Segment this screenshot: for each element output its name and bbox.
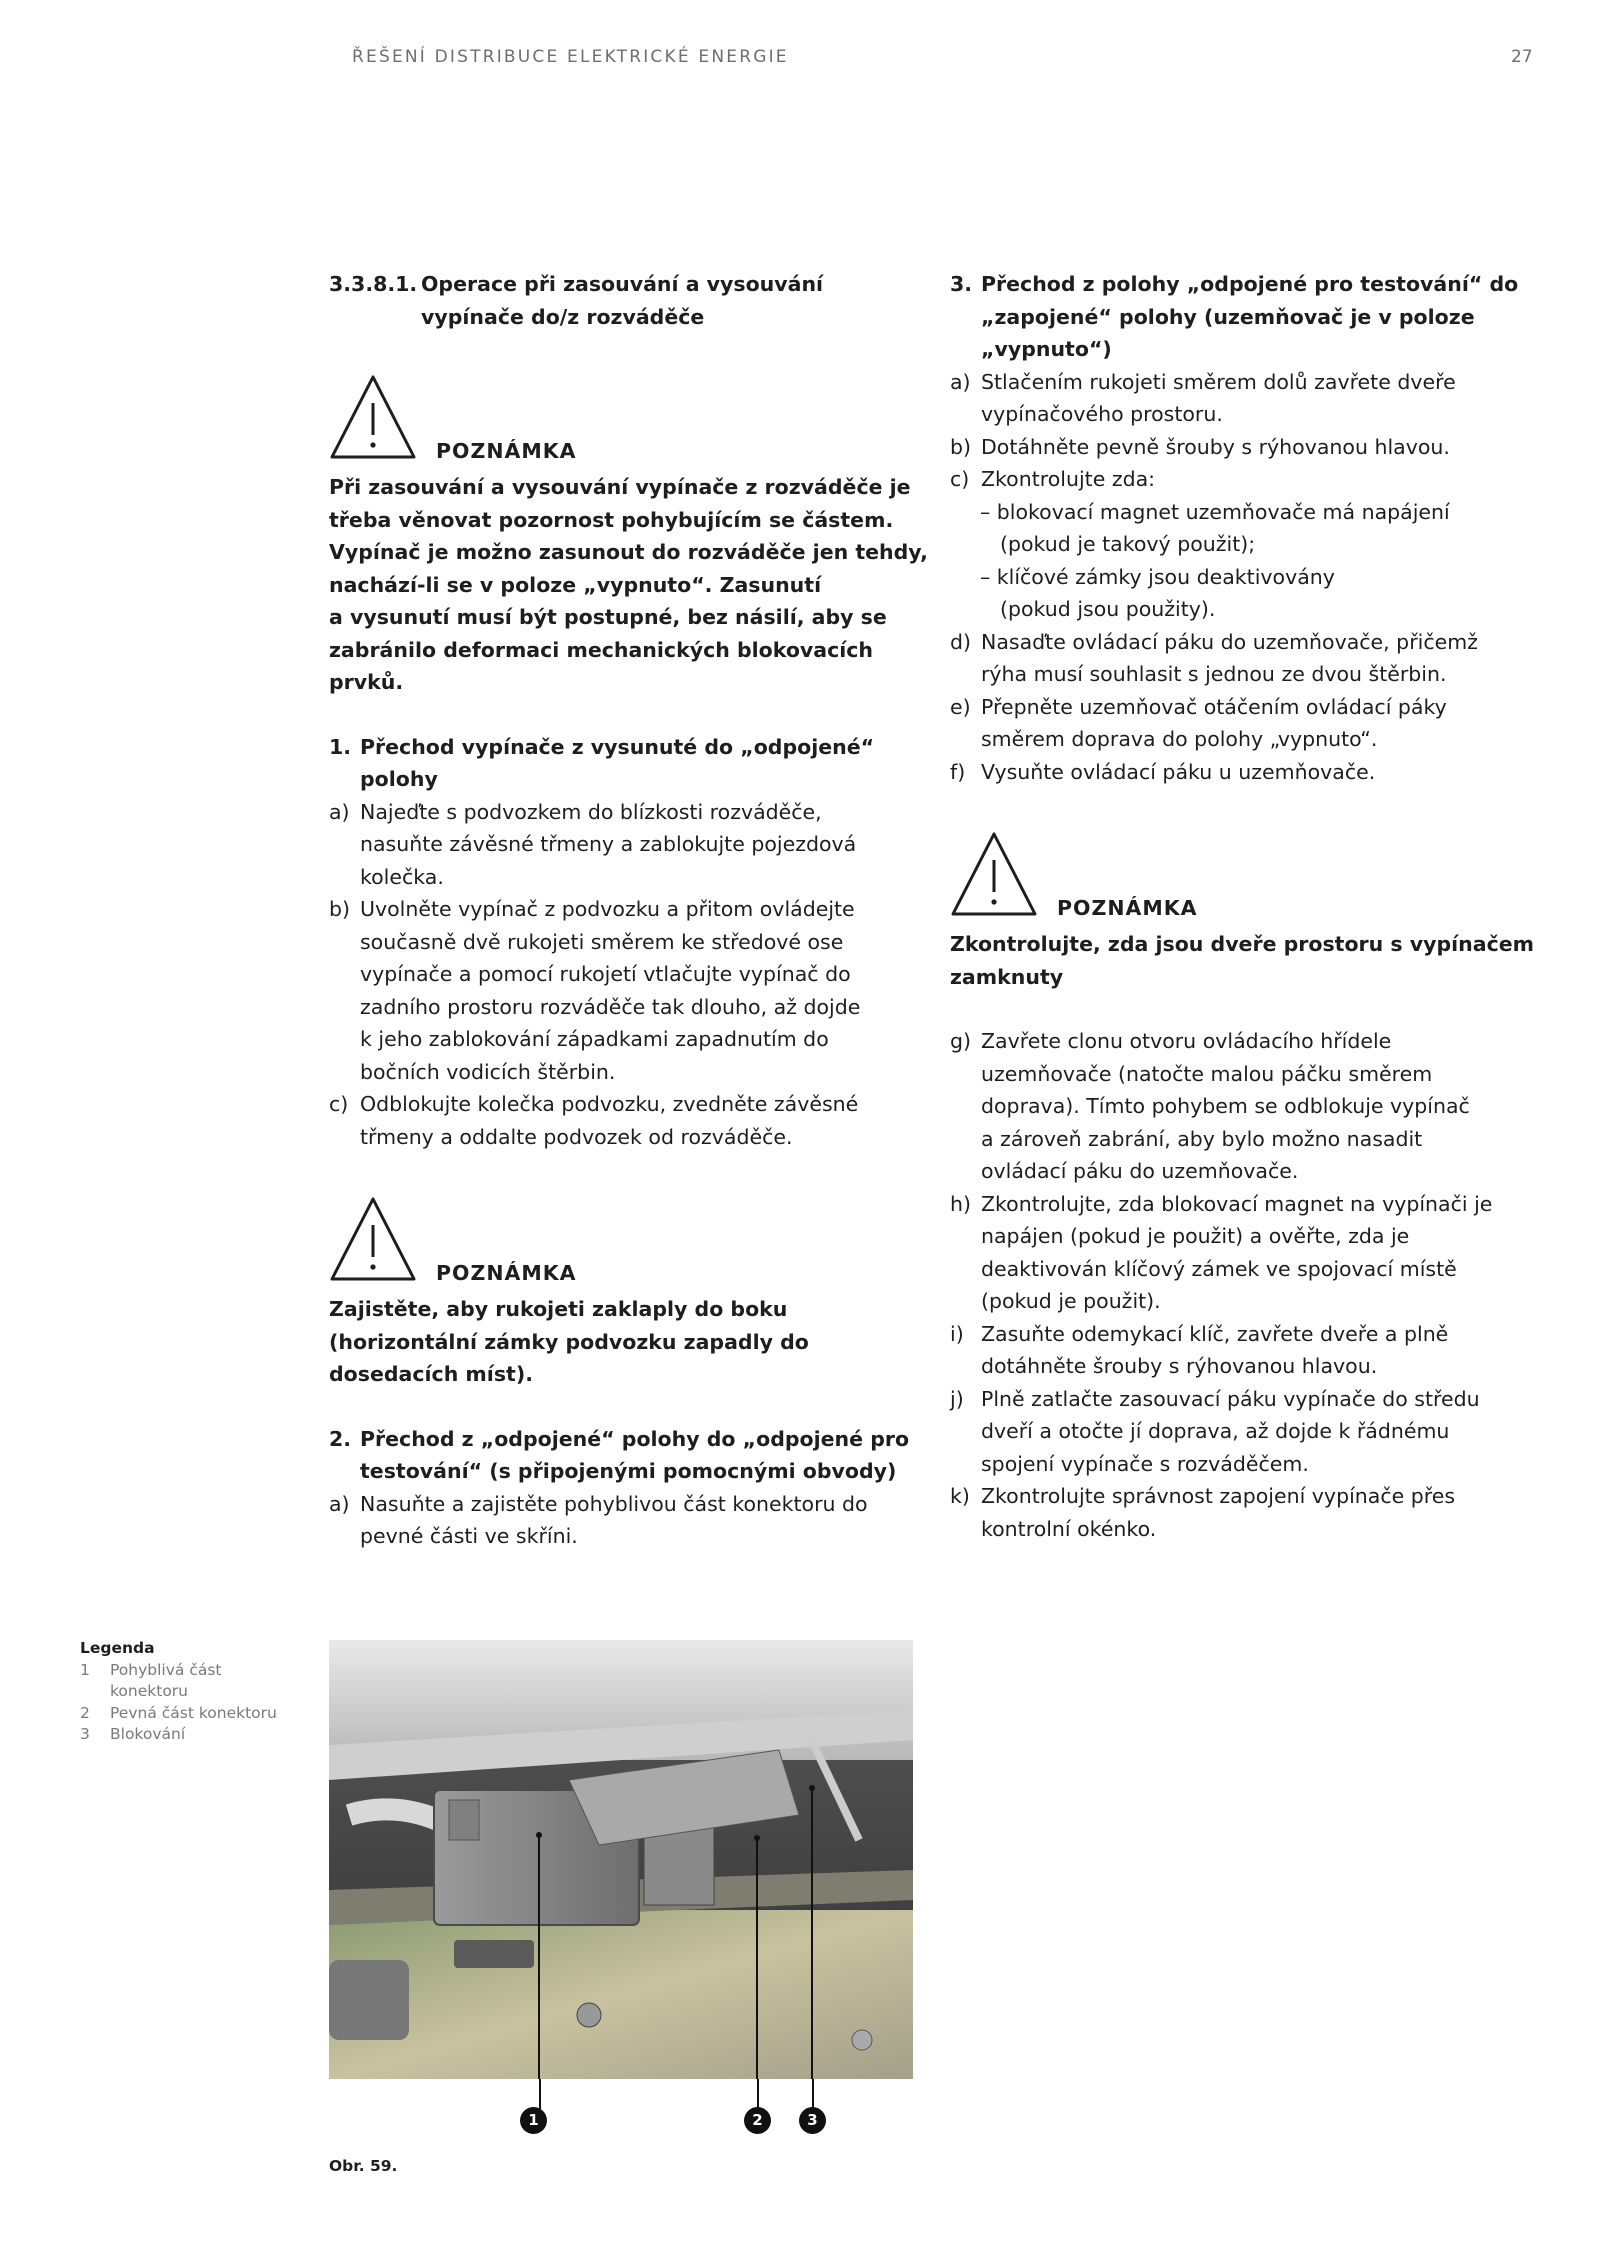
note-title: POZNÁMKA [1057,896,1198,920]
item-label: c) [329,1092,349,1116]
item-label: b) [950,434,972,459]
text-line: vypínače a pomocí rukojetí vtlačujte vypínač do [360,962,851,986]
item-label: c) [950,467,970,491]
sub-item-continuation: (pokud jsou použity). [1000,597,1216,621]
text-line: směrem doprava do polohy „vypnuto“. [981,727,1378,751]
list-item [329,1088,929,1153]
text-line: Najeďte s podvozkem do blízkosti rozváděče, [360,799,822,824]
note-body [329,471,929,699]
text-line: bočních vodicích štěrbin. [360,1059,616,1084]
text-line: Zajistěte, aby rukojeti zaklaply do boku [329,1297,788,1321]
text-line: zadního prostoru rozváděče tak dlouho, až dojde [360,994,861,1019]
item-label: b) [329,897,351,921]
legend-number: 3 [80,1725,90,1743]
text-line: Přechod z polohy „odpojené pro testování“ do [981,272,1519,296]
item-label: a) [950,369,971,394]
list-item [950,1318,1550,1383]
figure-legend [80,1638,277,1746]
warning-triangle-icon [950,830,1038,918]
text-line: Vysuňte ovládací páku u uzemňovače. [981,759,1376,784]
text-line: polohy [360,767,438,791]
text-line: „vypnuto“) [981,337,1112,361]
step-heading [329,1423,929,1488]
text-line: Zkontrolujte, zda jsou dveře prostoru s vypínačem [950,932,1535,956]
text-line: napájen (pokud je použit) a ověřte, zda je [981,1224,1410,1248]
right-column [950,268,1550,1545]
item-label: a) [329,1491,350,1516]
item-label: k) [950,1484,970,1508]
section-number: 3.3.8.1. [329,272,418,296]
step-heading [329,731,929,796]
text-line: Plně zatlačte zasouvací páku vypínače do středu [981,1386,1480,1411]
step-heading [950,268,1550,366]
text-line: Uvolněte vypínač z podvozku a přitom ovládejte [360,897,855,921]
warning-triangle-icon [329,1195,417,1283]
callout-leader [539,2079,541,2111]
text-line: nasuňte závěsné třmeny a zablokujte pojezdová [360,832,857,856]
legend-item [80,1660,277,1703]
text-line: a vysunutí musí být postupné, bez násilí, aby se [329,605,887,629]
text-line: doprava). Tímto pohybem se odblokuje vypínač [981,1094,1470,1118]
figure-photo [329,1640,913,2079]
list-item [950,431,1550,464]
text-line: Zasuňte odemykací klíč, zavřete dveře a plně [981,1321,1449,1346]
text-line: dveří a otočte jí doprava, až dojde k řádnému [981,1419,1450,1443]
section-title-line: Operace při zasouvání a vysouvání [421,272,824,296]
legend-text: Blokování [110,1725,186,1743]
section-title-line: vypínače do/z rozváděče [421,304,705,329]
text-line: dotáhněte šrouby s rýhovanou hlavou. [981,1354,1378,1378]
list-item [950,1188,1550,1318]
callout-3: 3 [799,2107,826,2134]
list-item [950,1025,1550,1188]
text-line: Dotáhněte pevně šrouby s rýhovanou hlavou. [981,434,1450,459]
text-line: pevné části ve skříni. [360,1524,578,1548]
text-line: spojení vypínače s rozváděčem. [981,1451,1309,1476]
list-item [950,691,1550,756]
text-line: Při zasouvání a vysouvání vypínače z rozváděče je [329,475,911,499]
legend-title: Legenda [80,1639,155,1657]
text-line: kolečka. [360,864,444,889]
warning-triangle-icon [329,373,417,461]
text-line: současně dvě rukojeti směrem ke středové ose [360,929,844,954]
text-line: „zapojené“ polohy (uzemňovač je v poloze [981,304,1475,329]
note-body [329,1293,929,1391]
text-line: Odblokujte kolečka podvozku, zvedněte závěsné [360,1092,859,1116]
text-line: k jeho zablokování západkami zapadnutím do [360,1027,829,1051]
list-item [950,626,1550,691]
text-line: Přepněte uzemňovač otáčením ovládací páky [981,694,1447,719]
text-line: kontrolní okénko. [981,1516,1157,1541]
legend-item [80,1724,277,1746]
text-line: nachází-li se v poloze „vypnuto“. Zasunutí [329,572,822,597]
text-line: a zároveň zabrání, aby bylo možno nasadit [981,1126,1423,1151]
note-body [950,928,1550,993]
legend-text: konektoru [110,1682,188,1700]
item-label: d) [950,629,972,654]
text-line: Zkontrolujte správnost zapojení vypínače přes [981,1484,1456,1508]
text-line: deaktivován klíčový zámek ve spojovací místě [981,1256,1457,1281]
item-label: j) [950,1386,964,1411]
text-line: prvků. [329,670,404,694]
step-number: 1. [329,734,352,759]
item-label: h) [950,1191,971,1216]
list-item [950,366,1550,431]
text-line: vypínačového prostoru. [981,402,1223,426]
legend-text: Pevná část konektoru [110,1703,277,1722]
text-line: Zavřete clonu otvoru ovládacího hřídele [981,1029,1392,1053]
legend-number: 2 [80,1703,90,1722]
sub-list [950,496,1550,626]
text-line: zamknuty [950,964,1064,989]
text-line: Zkontrolujte zda: [981,467,1156,491]
item-label: e) [950,694,971,719]
running-header: ŘEŠENÍ DISTRIBUCE ELEKTRICKÉ ENERGIE [352,47,789,67]
text-line: třeba věnovat pozornost pohybujícím se částem. [329,507,894,532]
text-line: Přechod vypínače z vysunuté do „odpojené“ [360,734,875,759]
callout-2: 2 [744,2107,771,2134]
legend-number: 1 [80,1660,90,1679]
text-line: Nasuňte a zajistěte pohyblivou část konektoru do [360,1491,868,1516]
sub-item-continuation: (pokud je takový použit); [1000,532,1256,556]
text-line: Stlačením rukojeti směrem dolů zavřete dveře [981,369,1456,394]
sub-item: – blokovací magnet uzemňovače má napájení [980,499,1450,524]
text-line: Zkontrolujte, zda blokovací magnet na vypínači je [981,1191,1493,1216]
note-warning [329,373,929,471]
text-line: třmeny a oddalte podvozek od rozváděče. [360,1124,793,1149]
figure-caption: Obr. 59. [329,2157,398,2175]
text-line: Přechod z „odpojené“ polohy do „odpojené pro [360,1426,910,1451]
sub-item: – klíčové zámky jsou deaktivovány [980,564,1335,589]
note-warning [950,830,1550,928]
note-warning [329,1195,929,1293]
step-number: 2. [329,1426,352,1451]
text-line: testování“ (s připojenými pomocnými obvody) [360,1459,897,1483]
step-number: 3. [950,272,973,296]
item-label: a) [329,799,350,824]
text-line: uzemňovače (natočte malou páčku směrem [981,1061,1433,1086]
note-title: POZNÁMKA [436,439,577,463]
page-number: 27 [1511,47,1533,67]
text-line: Nasaďte ovládací páku do uzemňovače, přičemž [981,629,1478,654]
item-label: g) [950,1029,972,1053]
list-item [950,463,1550,496]
list-item [329,1488,929,1553]
item-label: i) [950,1321,964,1346]
legend-text: Pohyblivá část [110,1660,222,1679]
list-item [329,796,929,894]
note-title: POZNÁMKA [436,1261,577,1285]
list-item [329,893,929,1088]
text-line: rýha musí souhlasit s jednou ze dvou štěrbin. [981,662,1447,686]
list-item [950,1480,1550,1545]
text-line: (pokud je použit). [981,1289,1161,1313]
callout-1: 1 [520,2107,547,2134]
left-column [329,268,929,1553]
list-item [950,1383,1550,1481]
text-line: Vypínač je možno zasunout do rozváděče jen tehdy, [329,540,928,564]
list-item [950,756,1550,789]
section-heading [329,268,929,333]
item-label: f) [950,759,966,784]
text-line: dosedacích míst). [329,1362,533,1386]
text-line: zabránilo deformaci mechanických blokovacích [329,637,874,662]
text-line: ovládací páku do uzemňovače. [981,1159,1299,1183]
text-line: (horizontální zámky podvozku zapadly do [329,1329,809,1354]
legend-item [80,1703,277,1725]
